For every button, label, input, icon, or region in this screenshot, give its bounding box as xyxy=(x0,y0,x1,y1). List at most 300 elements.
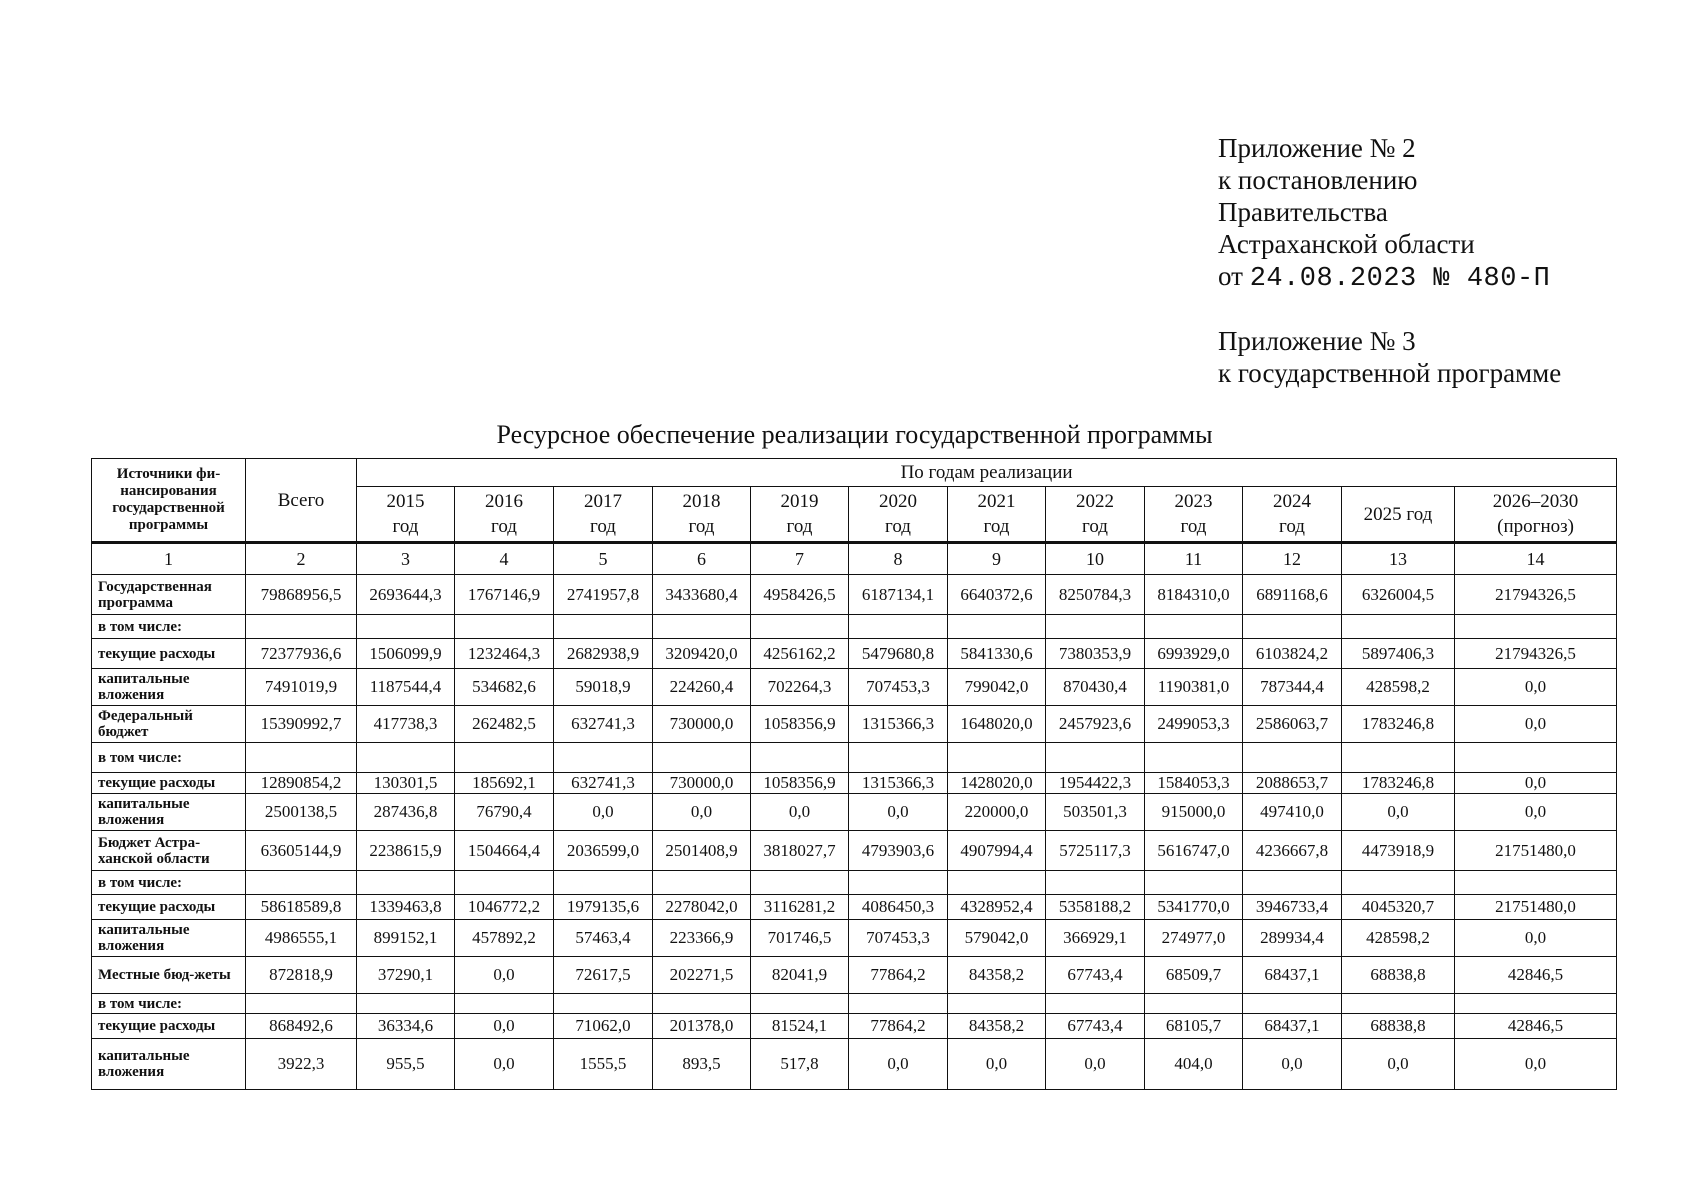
table-cell xyxy=(751,743,849,773)
table-cell: 3433680,4 xyxy=(653,575,751,615)
table-cell: 5616747,0 xyxy=(1145,831,1243,871)
table-cell: 787344,4 xyxy=(1243,669,1342,706)
table-cell: 220000,0 xyxy=(948,794,1046,831)
row-label: в том числе: xyxy=(92,743,246,773)
table-cell: 3209420,0 xyxy=(653,639,751,669)
table-cell xyxy=(1342,994,1455,1014)
header-year xyxy=(455,487,554,543)
table-cell: 185692,1 xyxy=(455,773,554,794)
table-cell xyxy=(246,615,357,639)
table-cell: 1315366,3 xyxy=(849,706,948,743)
table-cell xyxy=(948,994,1046,1014)
header-year xyxy=(1455,487,1617,543)
table-cell: 1339463,8 xyxy=(357,895,455,920)
table-cell: 76790,4 xyxy=(455,794,554,831)
table-cell xyxy=(653,871,751,895)
year-value: 2015 xyxy=(386,491,425,512)
table-cell xyxy=(1046,615,1145,639)
table-cell: 2499053,3 xyxy=(1145,706,1243,743)
row-label: текущие расходы xyxy=(92,1014,246,1039)
table-cell xyxy=(948,871,1046,895)
table-cell: 0,0 xyxy=(1455,706,1617,743)
row-label: Государственная программа xyxy=(92,575,246,615)
table-cell: 0,0 xyxy=(1046,1039,1145,1090)
table-cell: 1058356,9 xyxy=(751,773,849,794)
table-cell: 0,0 xyxy=(1455,920,1617,957)
table-cell: 1504664,4 xyxy=(455,831,554,871)
appendix-line: к государственной программе xyxy=(1218,358,1562,388)
table-cell: 7380353,9 xyxy=(1046,639,1145,669)
table-cell: 21751480,0 xyxy=(1455,831,1617,871)
table-cell xyxy=(751,615,849,639)
table-cell: 1190381,0 xyxy=(1145,669,1243,706)
header-total: Всего xyxy=(246,459,357,543)
table-cell: 4328952,4 xyxy=(948,895,1046,920)
table-cell: 632741,3 xyxy=(554,773,653,794)
header-year xyxy=(849,487,948,543)
header-year xyxy=(1243,487,1342,543)
table-cell: 68105,7 xyxy=(1145,1014,1243,1039)
table-cell: 0,0 xyxy=(554,794,653,831)
year-value: 2020 xyxy=(879,491,917,512)
table-cell: 2741957,8 xyxy=(554,575,653,615)
row-label: текущие расходы xyxy=(92,639,246,669)
table-cell xyxy=(554,994,653,1014)
table-cell: 707453,3 xyxy=(849,920,948,957)
year-suffix: год xyxy=(688,516,715,537)
table-cell: 2238615,9 xyxy=(357,831,455,871)
table-cell xyxy=(849,994,948,1014)
table-row xyxy=(92,669,1617,706)
table-cell: 2586063,7 xyxy=(1243,706,1342,743)
table-cell: 1506099,9 xyxy=(357,639,455,669)
table-cell xyxy=(1243,743,1342,773)
table-cell xyxy=(1455,871,1617,895)
table-cell: 130301,5 xyxy=(357,773,455,794)
table-cell xyxy=(751,994,849,1014)
column-number: 11 xyxy=(1145,543,1243,575)
table-cell: 0,0 xyxy=(455,1014,554,1039)
table-cell: 8184310,0 xyxy=(1145,575,1243,615)
table-cell: 0,0 xyxy=(1455,794,1617,831)
table-cell: 0,0 xyxy=(948,1039,1046,1090)
table-cell: 5841330,6 xyxy=(948,639,1046,669)
table-cell: 0,0 xyxy=(1455,669,1617,706)
table-row xyxy=(92,773,1617,794)
row-label: капитальные вложения xyxy=(92,920,246,957)
year-value: 2016 xyxy=(485,491,523,512)
header-year xyxy=(1342,487,1455,543)
table-cell: 632741,3 xyxy=(554,706,653,743)
table-cell: 57463,4 xyxy=(554,920,653,957)
table-cell xyxy=(948,615,1046,639)
year-suffix: год xyxy=(983,516,1010,537)
table-row xyxy=(92,957,1617,994)
document-title xyxy=(0,419,1707,451)
table-cell: 870430,4 xyxy=(1046,669,1145,706)
table-cell xyxy=(1145,743,1243,773)
table-cell: 58618589,8 xyxy=(246,895,357,920)
table-cell xyxy=(751,871,849,895)
table-cell: 262482,5 xyxy=(455,706,554,743)
table-cell: 0,0 xyxy=(1342,794,1455,831)
table-cell: 0,0 xyxy=(653,794,751,831)
table-cell xyxy=(357,994,455,1014)
table-row xyxy=(92,895,1617,920)
table-cell: 1046772,2 xyxy=(455,895,554,920)
table-cell: 5358188,2 xyxy=(1046,895,1145,920)
table-row xyxy=(92,1039,1617,1090)
table-cell: 77864,2 xyxy=(849,1014,948,1039)
table-cell xyxy=(1046,743,1145,773)
table-cell: 37290,1 xyxy=(357,957,455,994)
table-cell: 21751480,0 xyxy=(1455,895,1617,920)
table-cell: 79868956,5 xyxy=(246,575,357,615)
column-number-row xyxy=(92,543,1617,575)
table-cell: 2682938,9 xyxy=(554,639,653,669)
table-cell: 3922,3 xyxy=(246,1039,357,1090)
table-cell: 366929,1 xyxy=(1046,920,1145,957)
table-cell xyxy=(455,743,554,773)
table-cell: 2500138,5 xyxy=(246,794,357,831)
table-cell: 71062,0 xyxy=(554,1014,653,1039)
row-label: в том числе: xyxy=(92,615,246,639)
table-cell: 21794326,5 xyxy=(1455,575,1617,615)
table-row xyxy=(92,639,1617,669)
year-value: 2019 xyxy=(780,491,819,512)
column-number: 7 xyxy=(751,543,849,575)
table-cell: 579042,0 xyxy=(948,920,1046,957)
table-cell: 4986555,1 xyxy=(246,920,357,957)
table-cell: 42846,5 xyxy=(1455,957,1617,994)
table-cell xyxy=(357,871,455,895)
table-row xyxy=(92,615,1617,639)
table-cell: 2501408,9 xyxy=(653,831,751,871)
year-value: 2021 xyxy=(977,491,1016,512)
year-suffix: год xyxy=(1082,516,1108,537)
header-year xyxy=(751,487,849,543)
row-label: в том числе: xyxy=(92,871,246,895)
date-and-number: 24.08.2023 № 480-П xyxy=(1249,264,1551,294)
table-cell xyxy=(849,615,948,639)
table-cell: 4907994,4 xyxy=(948,831,1046,871)
table-row xyxy=(92,794,1617,831)
table-cell: 899152,1 xyxy=(357,920,455,957)
table-cell: 67743,4 xyxy=(1046,1014,1145,1039)
header-year xyxy=(357,487,455,543)
table-cell: 84358,2 xyxy=(948,957,1046,994)
row-label: Бюджет Астра-ханской области xyxy=(92,831,246,871)
table-cell: 1979135,6 xyxy=(554,895,653,920)
table-cell: 428598,2 xyxy=(1342,669,1455,706)
row-label: капитальные вложения xyxy=(92,669,246,706)
header-line: Приложение № 2 xyxy=(1218,133,1416,163)
table-cell xyxy=(455,994,554,1014)
table-cell xyxy=(1145,994,1243,1014)
table-cell: 5897406,3 xyxy=(1342,639,1455,669)
table-row xyxy=(92,831,1617,871)
table-cell xyxy=(1342,743,1455,773)
table-cell: 1584053,3 xyxy=(1145,773,1243,794)
column-number: 10 xyxy=(1046,543,1145,575)
table-cell xyxy=(1243,871,1342,895)
table-cell: 6640372,6 xyxy=(948,575,1046,615)
row-label: в том числе: xyxy=(92,994,246,1014)
table-cell: 0,0 xyxy=(1455,773,1617,794)
table-cell: 68437,1 xyxy=(1243,957,1342,994)
table-cell: 84358,2 xyxy=(948,1014,1046,1039)
table-cell: 915000,0 xyxy=(1145,794,1243,831)
table-cell: 0,0 xyxy=(455,957,554,994)
table-cell: 2036599,0 xyxy=(554,831,653,871)
table-cell: 2088653,7 xyxy=(1243,773,1342,794)
table-cell: 955,5 xyxy=(357,1039,455,1090)
table-cell: 6326004,5 xyxy=(1342,575,1455,615)
header-year xyxy=(554,487,653,543)
header-line: Правительства xyxy=(1218,197,1388,227)
year-value: 2017 xyxy=(584,491,622,512)
table-cell: 81524,1 xyxy=(751,1014,849,1039)
table-cell xyxy=(849,871,948,895)
table-cell: 5479680,8 xyxy=(849,639,948,669)
table-cell: 6103824,2 xyxy=(1243,639,1342,669)
table-cell: 1232464,3 xyxy=(455,639,554,669)
column-number: 6 xyxy=(653,543,751,575)
table-cell: 5341770,0 xyxy=(1145,895,1243,920)
table-cell: 67743,4 xyxy=(1046,957,1145,994)
table-cell: 417738,3 xyxy=(357,706,455,743)
table-cell: 5725117,3 xyxy=(1046,831,1145,871)
row-label: Федеральный бюджет xyxy=(92,706,246,743)
year-suffix: год xyxy=(491,516,517,537)
table-cell: 0,0 xyxy=(455,1039,554,1090)
table-cell xyxy=(653,994,751,1014)
table-cell xyxy=(357,743,455,773)
row-label: текущие расходы xyxy=(92,773,246,794)
table-cell: 289934,4 xyxy=(1243,920,1342,957)
table-cell: 872818,9 xyxy=(246,957,357,994)
table-cell: 2278042,0 xyxy=(653,895,751,920)
table-cell: 72617,5 xyxy=(554,957,653,994)
header-year xyxy=(653,487,751,543)
table-cell: 1648020,0 xyxy=(948,706,1046,743)
table-cell: 77864,2 xyxy=(849,957,948,994)
table-row xyxy=(92,871,1617,895)
year-suffix: год xyxy=(1279,516,1305,537)
table-cell: 8250784,3 xyxy=(1046,575,1145,615)
table-cell xyxy=(554,615,653,639)
date-prefix: от xyxy=(1218,261,1243,291)
column-number: 9 xyxy=(948,543,1046,575)
year-suffix: год xyxy=(786,516,813,537)
table-cell xyxy=(1046,871,1145,895)
table-cell: 63605144,9 xyxy=(246,831,357,871)
table-cell: 517,8 xyxy=(751,1039,849,1090)
table-cell xyxy=(1243,994,1342,1014)
table-cell: 2693644,3 xyxy=(357,575,455,615)
table-cell: 1783246,8 xyxy=(1342,773,1455,794)
table-cell: 730000,0 xyxy=(653,706,751,743)
table-cell xyxy=(1342,871,1455,895)
table-cell xyxy=(455,871,554,895)
table-cell: 497410,0 xyxy=(1243,794,1342,831)
table-cell: 0,0 xyxy=(1455,1039,1617,1090)
column-number: 5 xyxy=(554,543,653,575)
table-cell: 0,0 xyxy=(1342,1039,1455,1090)
table-cell: 730000,0 xyxy=(653,773,751,794)
header-year xyxy=(1145,487,1243,543)
table-cell: 4086450,3 xyxy=(849,895,948,920)
table-cell: 224260,4 xyxy=(653,669,751,706)
table-cell: 428598,2 xyxy=(1342,920,1455,957)
table-cell: 1058356,9 xyxy=(751,706,849,743)
table-cell: 6993929,0 xyxy=(1145,639,1243,669)
column-number: 1 xyxy=(92,543,246,575)
header-years-group: По годам реализации xyxy=(357,459,1617,487)
appendix-line: Приложение № 3 xyxy=(1218,326,1416,356)
row-label: текущие расходы xyxy=(92,895,246,920)
table-cell: 68437,1 xyxy=(1243,1014,1342,1039)
table-cell: 0,0 xyxy=(849,794,948,831)
year-value: 2023 xyxy=(1174,491,1213,512)
year-value: 2026–2030 xyxy=(1492,491,1579,512)
table-cell: 4958426,5 xyxy=(751,575,849,615)
table-cell: 4793903,6 xyxy=(849,831,948,871)
year-suffix: (прогноз) xyxy=(1497,516,1574,537)
table-cell: 21794326,5 xyxy=(1455,639,1617,669)
table-cell: 274977,0 xyxy=(1145,920,1243,957)
table-cell: 4045320,7 xyxy=(1342,895,1455,920)
table-cell: 68838,8 xyxy=(1342,957,1455,994)
table-cell: 82041,9 xyxy=(751,957,849,994)
table-cell: 893,5 xyxy=(653,1039,751,1090)
year-suffix: год xyxy=(1180,516,1207,537)
table-cell: 457892,2 xyxy=(455,920,554,957)
column-number: 14 xyxy=(1455,543,1617,575)
table-cell xyxy=(653,615,751,639)
table-cell xyxy=(1145,615,1243,639)
table-cell: 287436,8 xyxy=(357,794,455,831)
table-cell xyxy=(1046,994,1145,1014)
table-cell xyxy=(455,615,554,639)
table-cell: 42846,5 xyxy=(1455,1014,1617,1039)
approval-header xyxy=(1218,132,1688,389)
row-label: Местные бюд-жеты xyxy=(92,957,246,994)
table-cell xyxy=(1455,615,1617,639)
resource-table xyxy=(91,458,1617,1090)
year-suffix: год xyxy=(392,516,419,537)
table-cell xyxy=(246,994,357,1014)
table-cell: 868492,6 xyxy=(246,1014,357,1039)
column-number: 3 xyxy=(357,543,455,575)
table-cell xyxy=(1455,994,1617,1014)
table-cell: 36334,6 xyxy=(357,1014,455,1039)
table-cell: 7491019,9 xyxy=(246,669,357,706)
table-row xyxy=(92,743,1617,773)
table-cell xyxy=(357,615,455,639)
table-cell: 1555,5 xyxy=(554,1039,653,1090)
table-cell: 68509,7 xyxy=(1145,957,1243,994)
column-number: 8 xyxy=(849,543,948,575)
table-cell: 702264,3 xyxy=(751,669,849,706)
column-number: 13 xyxy=(1342,543,1455,575)
table-cell: 12890854,2 xyxy=(246,773,357,794)
table-cell: 1767146,9 xyxy=(455,575,554,615)
table-cell xyxy=(246,743,357,773)
year-suffix: год xyxy=(590,516,616,537)
table-cell: 201378,0 xyxy=(653,1014,751,1039)
table-cell: 0,0 xyxy=(849,1039,948,1090)
table-cell: 503501,3 xyxy=(1046,794,1145,831)
table-cell: 3946733,4 xyxy=(1243,895,1342,920)
table-cell: 1954422,3 xyxy=(1046,773,1145,794)
table-cell: 0,0 xyxy=(751,794,849,831)
table-cell: 72377936,6 xyxy=(246,639,357,669)
table-cell xyxy=(1455,743,1617,773)
table-cell: 1428020,0 xyxy=(948,773,1046,794)
table-cell xyxy=(948,743,1046,773)
table-cell: 68838,8 xyxy=(1342,1014,1455,1039)
table-cell: 223366,9 xyxy=(653,920,751,957)
table-cell xyxy=(554,743,653,773)
table-cell: 0,0 xyxy=(1243,1039,1342,1090)
table-cell xyxy=(1145,871,1243,895)
table-cell xyxy=(1342,615,1455,639)
table-row xyxy=(92,994,1617,1014)
table-cell: 2457923,6 xyxy=(1046,706,1145,743)
column-number: 4 xyxy=(455,543,554,575)
header-date-line xyxy=(1218,260,1688,295)
table-cell: 799042,0 xyxy=(948,669,1046,706)
table-cell: 4256162,2 xyxy=(751,639,849,669)
table-cell xyxy=(246,871,357,895)
table-cell: 202271,5 xyxy=(653,957,751,994)
year-value: 2024 xyxy=(1273,491,1311,512)
table-cell xyxy=(849,743,948,773)
row-label: капитальные вложения xyxy=(92,1039,246,1090)
table-cell: 1187544,4 xyxy=(357,669,455,706)
table-row xyxy=(92,1014,1617,1039)
row-label: капитальные вложения xyxy=(92,794,246,831)
year-value: 2022 xyxy=(1076,491,1114,512)
table-row xyxy=(92,920,1617,957)
table-cell: 6187134,1 xyxy=(849,575,948,615)
table-row xyxy=(92,575,1617,615)
header-line: Астраханской области xyxy=(1218,229,1475,259)
header-line: к постановлению xyxy=(1218,165,1418,195)
table-cell: 3116281,2 xyxy=(751,895,849,920)
year-suffix: год xyxy=(885,516,911,537)
table-cell: 701746,5 xyxy=(751,920,849,957)
table-cell: 1783246,8 xyxy=(1342,706,1455,743)
table-cell: 707453,3 xyxy=(849,669,948,706)
table-cell: 1315366,3 xyxy=(849,773,948,794)
table-row xyxy=(92,706,1617,743)
table-cell: 15390992,7 xyxy=(246,706,357,743)
table-cell xyxy=(653,743,751,773)
document-title-text: Ресурсное обеспечение реализации государственной программы xyxy=(496,420,1213,449)
table-cell xyxy=(1243,615,1342,639)
column-number: 2 xyxy=(246,543,357,575)
year-value: 2025 год xyxy=(1363,503,1433,525)
header-year xyxy=(948,487,1046,543)
header-source: Источники фи-нансирования государственной программы xyxy=(92,459,246,543)
table-cell xyxy=(554,871,653,895)
header-year xyxy=(1046,487,1145,543)
table-cell: 3818027,7 xyxy=(751,831,849,871)
table-cell: 4473918,9 xyxy=(1342,831,1455,871)
table-cell: 59018,9 xyxy=(554,669,653,706)
